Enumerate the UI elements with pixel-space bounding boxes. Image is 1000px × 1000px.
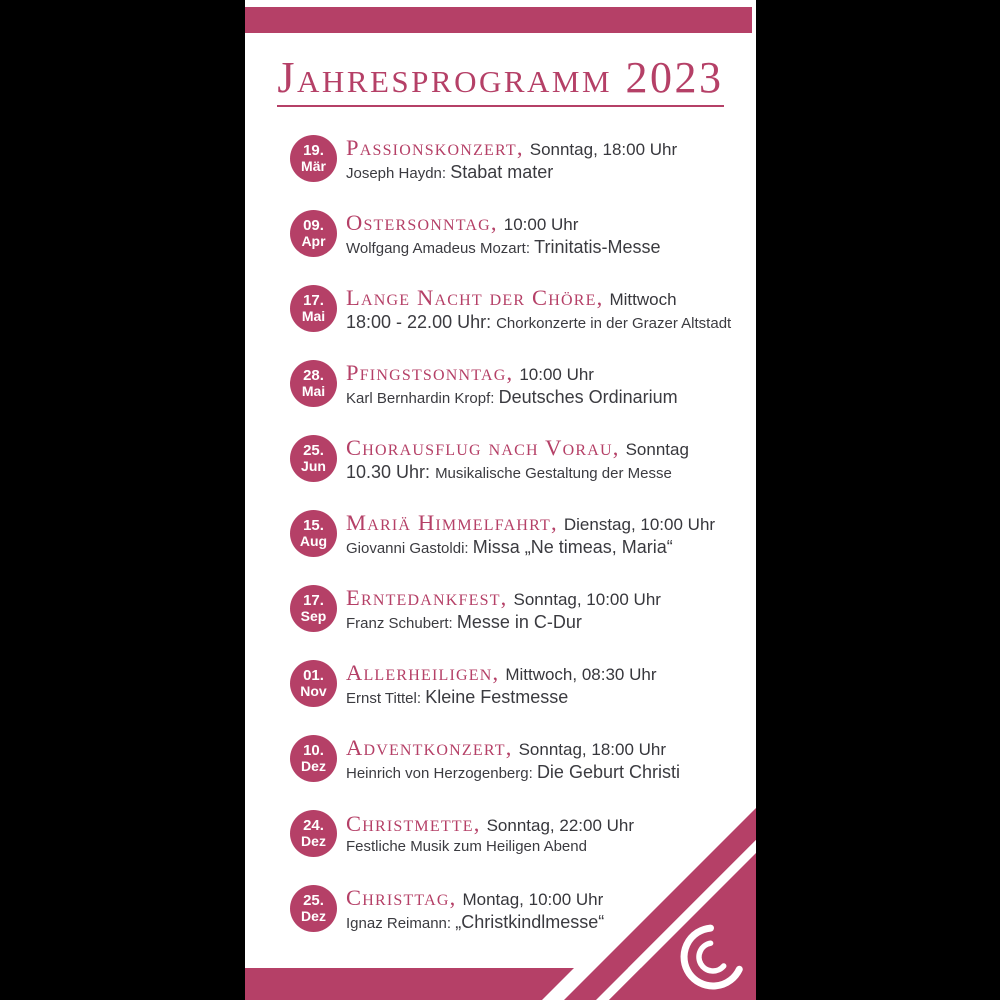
event-headline (346, 210, 661, 236)
event-info: Montag, 10:00 Uhr (462, 889, 604, 909)
event-title: Chorausflug nach Vorau, (346, 434, 620, 460)
event-title: Christmette, (346, 811, 481, 837)
event-row (290, 421, 756, 496)
event-row (290, 271, 756, 346)
event-detail (346, 462, 689, 483)
event-detail-segment: Stabat mater (450, 161, 554, 182)
event-title: Passionskonzert, (346, 134, 524, 160)
event-row (290, 121, 756, 196)
event-month: Aug (299, 533, 328, 550)
event-detail-segment: „Christkindlmesse“ (455, 911, 605, 932)
event-headline (346, 360, 678, 386)
event-detail-segment: Franz Schubert: (346, 614, 457, 632)
event-month: Dez (301, 833, 326, 850)
event-title: Pfingstsonntag, (346, 359, 514, 385)
event-detail-segment: Kleine Festmesse (425, 686, 569, 707)
event-info: Sonntag (625, 439, 689, 459)
page-title-text: Jahresprogramm 2023 (277, 54, 723, 107)
event-detail-segment: Karl Bernhardin Kropf: (346, 389, 499, 407)
event-day: 09. (303, 217, 324, 235)
event-detail (346, 537, 715, 558)
event-month: Mai (301, 383, 326, 400)
event-text (346, 660, 657, 708)
event-month: Dez (301, 908, 326, 925)
bottom-corner-decoration (245, 750, 756, 1000)
event-text (346, 510, 715, 558)
event-detail-segment: Joseph Haydn: (346, 164, 451, 182)
event-headline (346, 285, 731, 311)
event-headline (346, 510, 715, 536)
event-detail-segment: Giovanni Gastoldi: (346, 539, 473, 557)
program-flyer (245, 0, 756, 1000)
event-title: Lange Nacht der Chöre, (346, 284, 604, 310)
event-detail-segment: Ernst Tittel: (346, 689, 426, 707)
event-detail (346, 237, 661, 258)
event-text (346, 285, 731, 333)
event-info: Sonntag, 22:00 Uhr (486, 816, 635, 836)
event-date-badge (290, 285, 337, 332)
event-row (290, 196, 756, 271)
event-title: Mariä Himmelfahrt, (346, 509, 558, 535)
event-detail-segment: Die Geburt Christi (536, 761, 680, 782)
event-text (346, 135, 677, 183)
event-date-badge (290, 210, 337, 257)
event-detail-segment: Messe in C-Dur (456, 611, 582, 632)
event-day: 15. (303, 517, 324, 535)
event-row (290, 571, 756, 646)
event-detail-segment: Wolfgang Amadeus Mozart: (346, 239, 535, 257)
event-month: Nov (300, 683, 327, 700)
event-headline (346, 660, 657, 686)
event-detail-segment: Missa „Ne timeas, Maria“ (472, 536, 673, 557)
event-date-badge (290, 360, 337, 407)
event-date-badge (290, 585, 337, 632)
event-info: Sonntag, 18:00 Uhr (518, 739, 667, 759)
event-day: 19. (303, 142, 324, 160)
event-info: Mittwoch, 08:30 Uhr (505, 664, 657, 684)
event-text (346, 435, 689, 483)
event-title: Christtag, (346, 884, 457, 910)
page-title (245, 54, 756, 107)
event-detail-segment: Ignaz Reimann: (346, 914, 456, 932)
event-day: 10. (303, 742, 324, 760)
event-detail-segment: Chorkonzerte in der Grazer Altstadt (496, 314, 732, 332)
event-detail-segment: Heinrich von Herzogenberg: (346, 764, 537, 782)
event-info: 10:00 Uhr (519, 364, 594, 384)
event-title: Erntedankfest, (346, 584, 508, 610)
event-detail-segment: Trinitatis-Messe (534, 236, 661, 257)
event-date-badge (290, 510, 337, 557)
event-title: Allerheiligen, (346, 659, 500, 685)
event-text (346, 210, 661, 258)
event-date-badge (290, 660, 337, 707)
event-text (346, 360, 678, 408)
event-day: 24. (303, 817, 324, 835)
event-detail-segment: 18:00 - 22.00 Uhr: (346, 311, 497, 332)
event-text (346, 585, 661, 633)
event-month: Sep (300, 608, 327, 625)
event-detail (346, 162, 677, 183)
event-detail-segment: Musikalische Gestaltung der Messe (435, 464, 672, 482)
event-headline (346, 435, 689, 461)
event-month: Apr (301, 233, 326, 250)
event-month: Dez (301, 758, 326, 775)
event-headline (346, 585, 661, 611)
event-day: 17. (303, 592, 324, 610)
event-detail (346, 387, 678, 408)
event-month: Jun (301, 458, 326, 475)
event-detail (346, 687, 657, 708)
event-detail-segment: Festliche Musik zum Heiligen Abend (346, 838, 587, 856)
event-month: Mär (301, 158, 326, 175)
event-date-badge (290, 135, 337, 182)
event-detail (346, 612, 661, 633)
event-day: 01. (303, 667, 324, 685)
event-row (290, 346, 756, 421)
event-day: 25. (303, 892, 324, 910)
event-info: Mittwoch (609, 289, 677, 309)
event-info: Sonntag, 18:00 Uhr (529, 139, 678, 159)
event-detail-segment: 10.30 Uhr: (346, 461, 436, 482)
event-day: 28. (303, 367, 324, 385)
event-month: Mai (301, 308, 326, 325)
event-day: 17. (303, 292, 324, 310)
event-title: Ostersonntag, (346, 209, 498, 235)
event-row (290, 496, 756, 571)
event-detail (346, 312, 731, 333)
event-day: 25. (303, 442, 324, 460)
event-date-badge (290, 435, 337, 482)
top-accent-bar (245, 7, 752, 33)
event-row (290, 646, 756, 721)
event-info: 10:00 Uhr (503, 214, 579, 234)
event-detail-segment: Deutsches Ordinarium (498, 386, 678, 407)
event-info: Dienstag, 10:00 Uhr (563, 514, 716, 534)
event-headline (346, 135, 677, 161)
event-title: Adventkonzert, (346, 734, 513, 760)
event-info: Sonntag, 10:00 Uhr (513, 589, 661, 609)
